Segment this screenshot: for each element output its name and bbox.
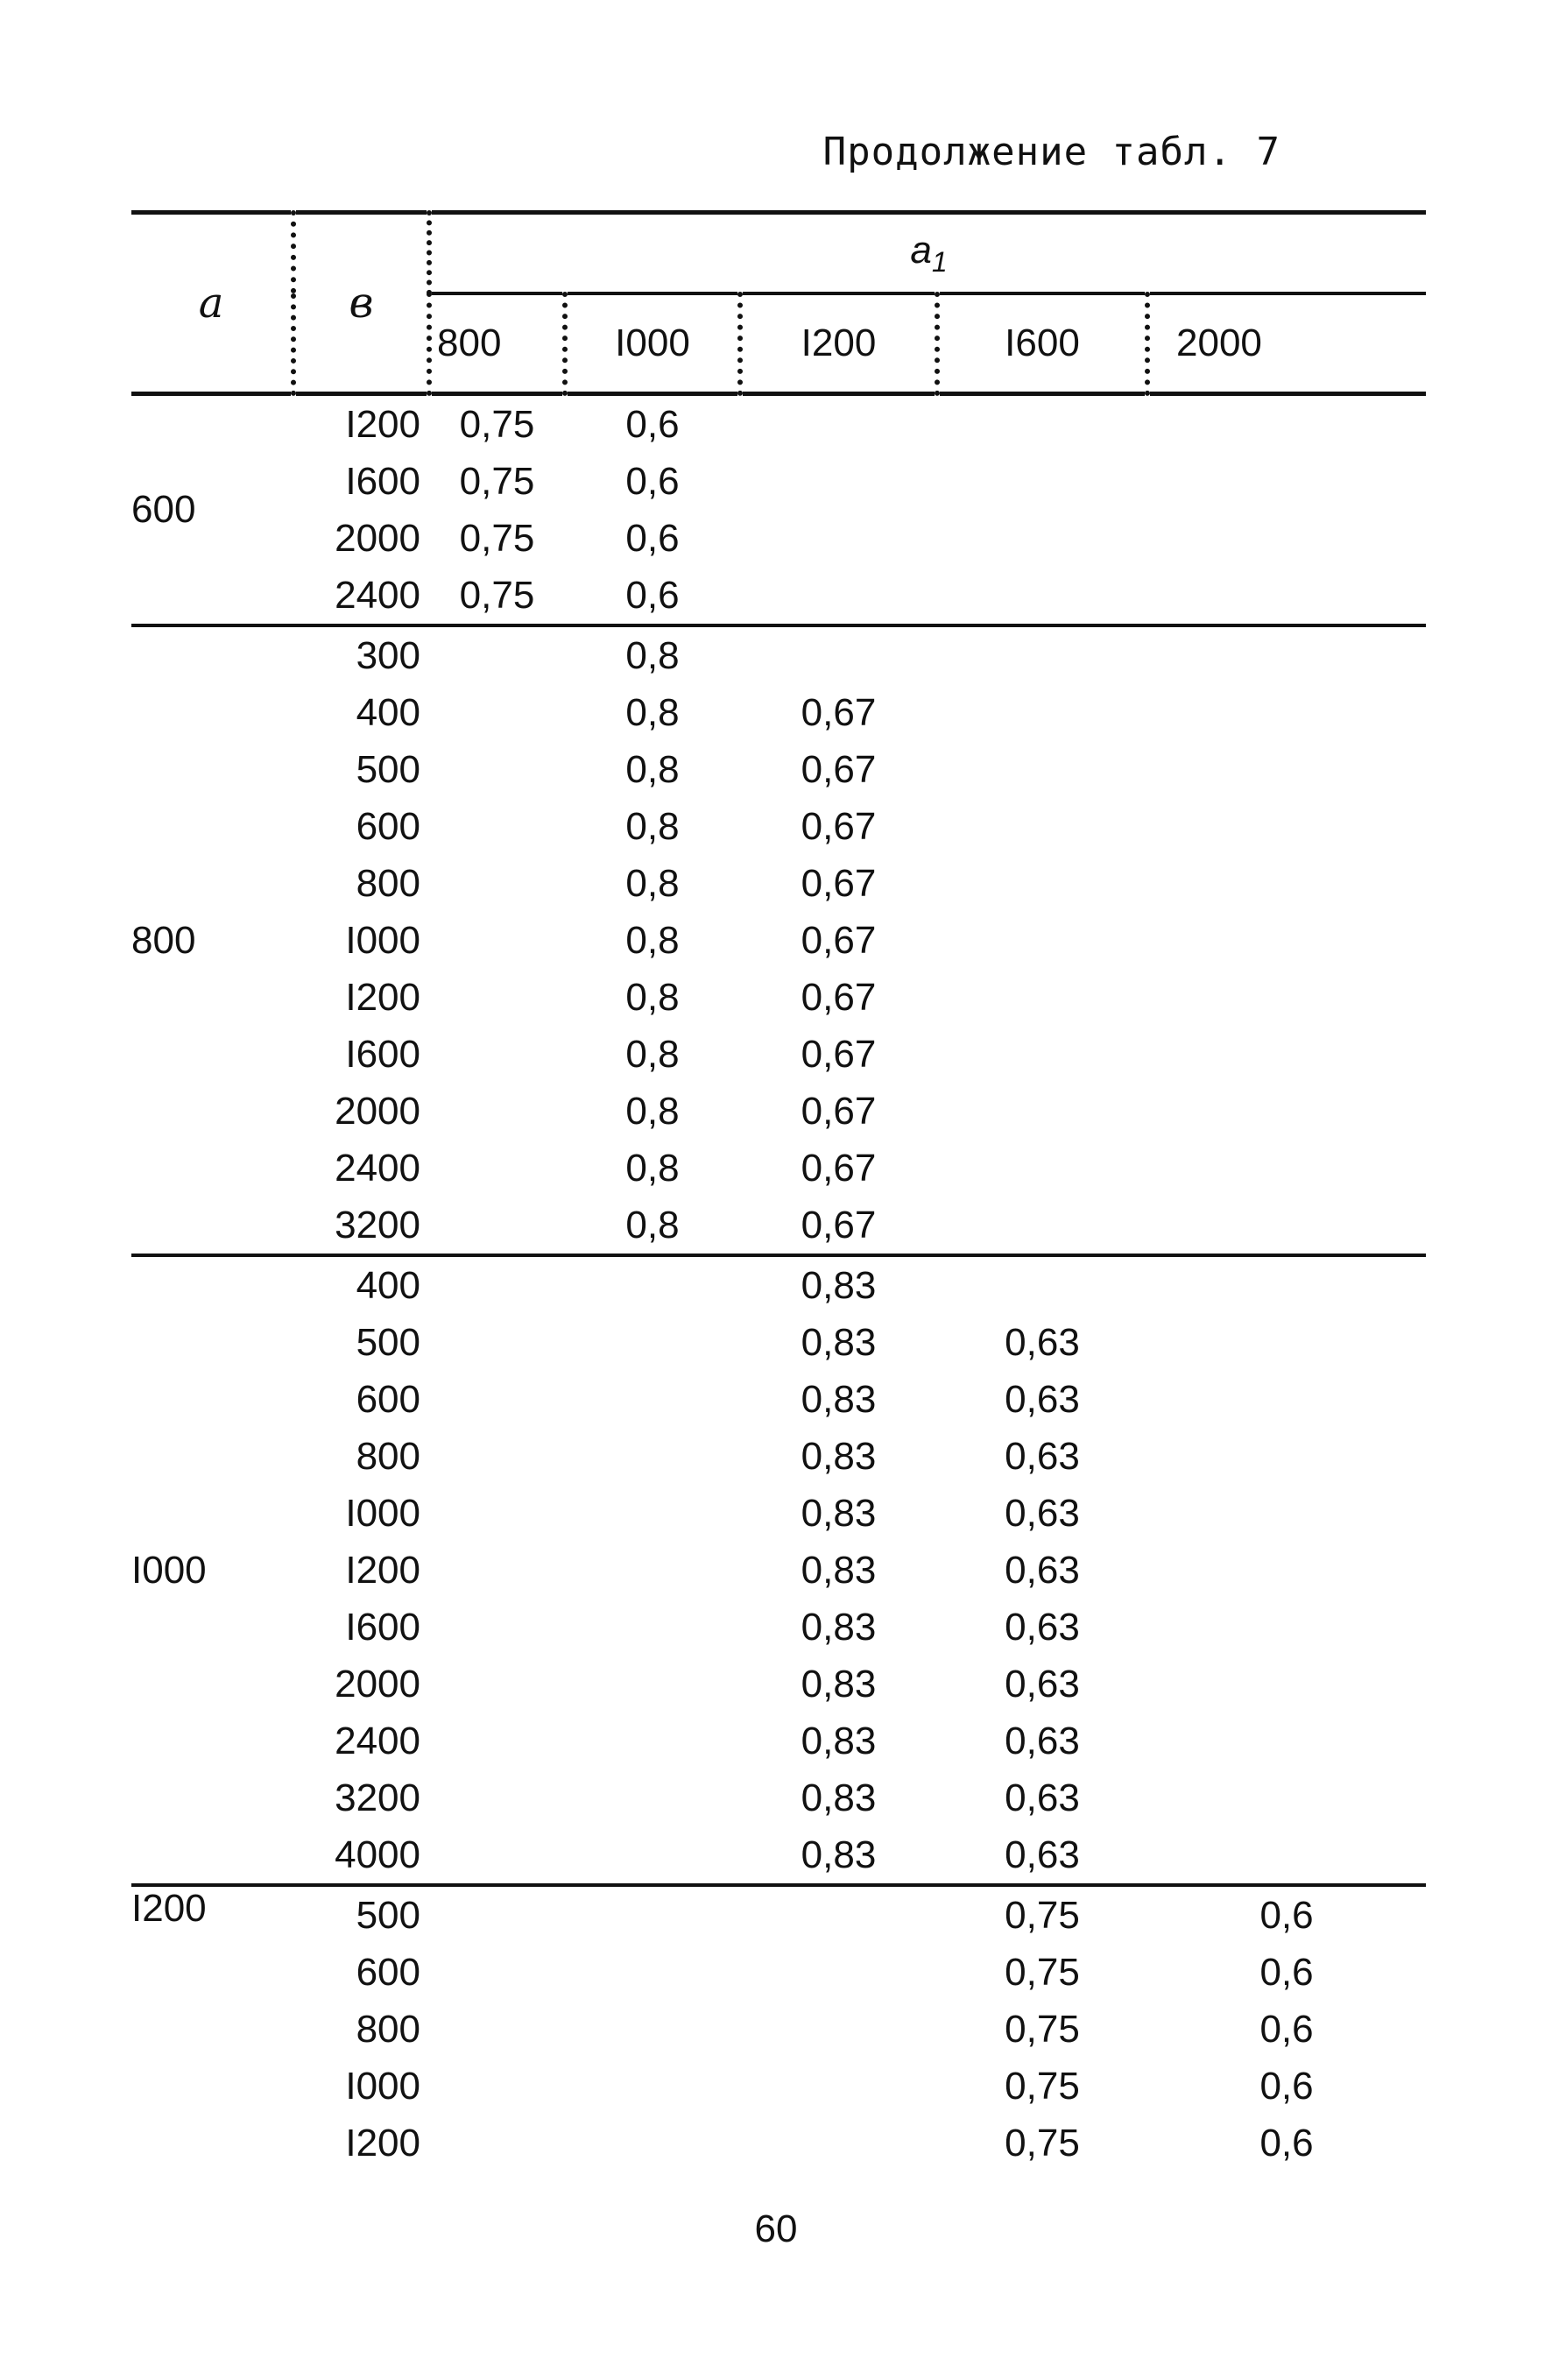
b-value: I000 — [345, 918, 420, 962]
coefficient-cell: 0,63 — [1005, 1548, 1080, 1592]
coefficient-cell: 0,8 — [625, 690, 680, 734]
coefficient-cell: 0,83 — [801, 1776, 877, 1819]
coefficient-cell: 0,67 — [801, 747, 877, 791]
b-value: 800 — [356, 861, 420, 905]
coefficient-cell — [565, 1826, 740, 1885]
coefficient-cell — [429, 2001, 565, 2058]
b-value: 4000 — [293, 1826, 429, 1885]
b-value: 2400 — [335, 1719, 420, 1762]
coefficient-cell — [429, 1944, 565, 2001]
coefficient-cell — [740, 1885, 937, 1944]
b-value: 300 — [356, 633, 420, 677]
coefficient-cell — [429, 912, 565, 969]
coefficient-cell — [1147, 1255, 1426, 1314]
coefficient-cell: 0,6 — [1259, 2121, 1314, 2165]
coefficient-cell — [937, 625, 1147, 684]
coefficient-cell: 0,75 — [1005, 2121, 1080, 2165]
b-value: I600 — [345, 1605, 420, 1649]
table-row — [131, 1314, 1426, 1371]
coefficient-cell — [740, 567, 937, 625]
coefficient-cell — [1147, 1826, 1426, 1885]
coefficient-cell — [937, 741, 1147, 798]
table-row — [131, 453, 1426, 510]
coefficient-cell — [429, 1656, 565, 1713]
coefficient-cell — [937, 394, 1147, 454]
coefficient-cell — [1147, 1428, 1426, 1485]
table-row — [131, 798, 1426, 855]
a1-col-header: 2000 — [1147, 293, 1426, 394]
coefficient-cell: 0,6 — [1259, 1893, 1314, 1937]
coefficient-cell: 0,8 — [625, 918, 680, 962]
coefficient-cell: 0,63 — [1005, 1776, 1080, 1819]
a1-col-header: I000 — [565, 293, 740, 394]
table-row — [131, 855, 1426, 912]
a1-col-header: 800 — [429, 293, 565, 394]
b-value: 3200 — [293, 1197, 429, 1255]
table-row — [131, 2001, 1426, 2058]
table-row — [131, 1371, 1426, 1428]
b-value: 2000 — [335, 516, 420, 560]
coefficient-cell — [565, 1314, 740, 1371]
coefficient-cell — [740, 394, 937, 454]
coefficient-cell: 0,8 — [625, 1032, 680, 1076]
b-value: 600 — [356, 1950, 420, 1994]
b-value: 500 — [356, 1320, 420, 1364]
coefficient-cell — [740, 1944, 937, 2001]
table-row — [131, 684, 1426, 741]
coefficient-cell: 0,8 — [625, 804, 680, 848]
coefficient-cell: 0,67 — [801, 804, 877, 848]
coefficient-cell: 0,83 — [801, 1605, 877, 1649]
table-row — [131, 1485, 1426, 1542]
table-row — [131, 567, 1426, 625]
coefficient-cell — [1147, 394, 1426, 454]
coefficient-cell — [429, 741, 565, 798]
table-row — [131, 1255, 1426, 1314]
coefficient-cell — [1147, 855, 1426, 912]
b-value: 800 — [356, 1434, 420, 1478]
b-value: 400 — [356, 690, 420, 734]
b-value: I600 — [345, 1032, 420, 1076]
coefficient-cell: 0,83 — [801, 1719, 877, 1762]
coefficient-cell — [1147, 1542, 1426, 1599]
coefficient-cell: 0,6 — [625, 459, 680, 503]
coefficient-cell: 0,75 — [1005, 2064, 1080, 2108]
coefficient-cell — [740, 453, 937, 510]
header-a-symbol: a — [198, 279, 224, 328]
coefficient-cell: 0,8 — [565, 1197, 740, 1255]
b-value: 2000 — [335, 1662, 420, 1706]
table-row — [131, 912, 1426, 969]
coefficient-cell — [1147, 1371, 1426, 1428]
coefficient-cell — [937, 798, 1147, 855]
table-row — [131, 741, 1426, 798]
b-value: 800 — [356, 2007, 420, 2051]
coefficient-cell: 0,83 — [740, 1826, 937, 1885]
coefficient-cell — [429, 2058, 565, 2115]
coefficient-cell — [565, 1885, 740, 1944]
coefficient-cell — [1147, 741, 1426, 798]
coefficient-cell — [429, 1314, 565, 1371]
table-row — [131, 1826, 1426, 1885]
coefficient-cell: 0,83 — [801, 1491, 877, 1535]
table-row — [131, 1197, 1426, 1255]
coefficient-cell — [937, 912, 1147, 969]
coefficient-cell — [565, 1769, 740, 1826]
coefficient-cell — [429, 1197, 565, 1255]
coefficient-cell — [937, 510, 1147, 567]
coefficient-cell — [565, 1944, 740, 2001]
b-value: 2400 — [293, 567, 429, 625]
b-value: I200 — [345, 975, 420, 1019]
coefficient-table — [131, 210, 1426, 2172]
coefficient-cell — [429, 1542, 565, 1599]
table-row — [131, 394, 1426, 454]
coefficient-cell — [1147, 1485, 1426, 1542]
coefficient-cell — [937, 567, 1147, 625]
coefficient-cell — [1147, 1769, 1426, 1826]
coefficient-cell: 0,67 — [801, 1089, 877, 1133]
coefficient-cell: 0,67 — [801, 1032, 877, 1076]
table-row — [131, 2058, 1426, 2115]
coefficient-cell — [429, 1083, 565, 1140]
coefficient-cell — [937, 1083, 1147, 1140]
b-value: I600 — [345, 459, 420, 503]
coefficient-cell — [1147, 625, 1426, 684]
coefficient-cell: 0,6 — [625, 516, 680, 560]
coefficient-cell — [937, 969, 1147, 1026]
coefficient-cell — [565, 2058, 740, 2115]
coefficient-cell: 0,67 — [801, 918, 877, 962]
coefficient-cell: 0,63 — [1005, 1320, 1080, 1364]
coefficient-cell — [740, 2058, 937, 2115]
coefficient-cell — [1147, 969, 1426, 1026]
b-value: I200 — [345, 402, 420, 446]
b-value: 500 — [356, 1893, 420, 1937]
coefficient-cell: 0,67 — [801, 861, 877, 905]
a-value: I000 — [131, 1255, 293, 1885]
coefficient-cell: 0,8 — [625, 633, 680, 677]
table-row — [131, 1542, 1426, 1599]
b-value: I000 — [345, 1491, 420, 1535]
coefficient-cell: 0,83 — [801, 1662, 877, 1706]
coefficient-cell — [1147, 1026, 1426, 1083]
header-b — [293, 213, 429, 394]
coefficient-cell — [429, 1826, 565, 1885]
coefficient-cell — [565, 1656, 740, 1713]
coefficient-cell: 0,8 — [625, 861, 680, 905]
header-a1 — [429, 213, 1426, 294]
b-value: I000 — [345, 2064, 420, 2108]
coefficient-cell — [429, 798, 565, 855]
coefficient-cell — [1147, 684, 1426, 741]
coefficient-cell — [429, 1485, 565, 1542]
coefficient-cell — [937, 684, 1147, 741]
table-continuation-caption: Продолжение табл. 7 — [822, 130, 1280, 174]
coefficient-cell: 0,75 — [1005, 1950, 1080, 1994]
coefficient-cell — [565, 1542, 740, 1599]
coefficient-cell — [1147, 798, 1426, 855]
coefficient-cell — [429, 1599, 565, 1656]
table-body — [131, 394, 1426, 2172]
coefficient-cell — [429, 1885, 565, 1944]
coefficient-cell — [1147, 510, 1426, 567]
table-row — [131, 1713, 1426, 1769]
coefficient-cell: 0,67 — [740, 1197, 937, 1255]
coefficient-cell: 0,67 — [801, 1146, 877, 1190]
coefficient-cell — [429, 684, 565, 741]
b-value: 400 — [356, 1263, 420, 1307]
coefficient-cell — [565, 1485, 740, 1542]
header-a1-subscript: 1 — [931, 245, 948, 278]
coefficient-cell — [429, 1428, 565, 1485]
coefficient-cell: 0,8 — [625, 1089, 680, 1133]
coefficient-cell — [740, 2001, 937, 2058]
table-row — [131, 1140, 1426, 1197]
coefficient-cell — [937, 453, 1147, 510]
table-row — [131, 1083, 1426, 1140]
coefficient-cell — [565, 2115, 740, 2172]
coefficient-cell: 0,75 — [1005, 2007, 1080, 2051]
coefficient-cell: 0,75 — [459, 402, 535, 446]
b-value: 2400 — [335, 1146, 420, 1190]
coefficient-cell: 0,8 — [625, 1146, 680, 1190]
coefficient-cell: 0,83 — [801, 1377, 877, 1421]
coefficient-cell — [565, 1255, 740, 1314]
a1-col-header: I600 — [937, 293, 1147, 394]
coefficient-cell — [429, 1371, 565, 1428]
coefficient-cell — [429, 1026, 565, 1083]
header-a — [131, 213, 293, 394]
coefficient-cell — [565, 2001, 740, 2058]
coefficient-cell — [429, 1255, 565, 1314]
coefficient-cell — [740, 2115, 937, 2172]
table-row — [131, 1656, 1426, 1713]
page-number: 60 — [754, 2207, 798, 2250]
a-value: 600 — [131, 394, 293, 626]
table-row — [131, 1026, 1426, 1083]
a-value: I200 — [131, 1887, 207, 1930]
b-value: I200 — [345, 1548, 420, 1592]
coefficient-cell: 0,83 — [801, 1320, 877, 1364]
coefficient-cell — [429, 1713, 565, 1769]
coefficient-cell — [1147, 912, 1426, 969]
coefficient-cell — [565, 1599, 740, 1656]
coefficient-cell: 0,63 — [937, 1826, 1147, 1885]
coefficient-cell: 0,63 — [1005, 1605, 1080, 1649]
coefficient-cell — [1147, 1197, 1426, 1255]
table-row — [131, 625, 1426, 684]
coefficient-cell — [429, 969, 565, 1026]
coefficient-cell: 0,63 — [1005, 1719, 1080, 1762]
table-row — [131, 1769, 1426, 1826]
coefficient-cell — [937, 1197, 1147, 1255]
coefficient-cell — [1147, 1656, 1426, 1713]
coefficient-cell: 0,8 — [625, 975, 680, 1019]
coefficient-cell — [740, 510, 937, 567]
b-value: 3200 — [335, 1776, 420, 1819]
table-header — [131, 213, 1426, 394]
coefficient-cell — [429, 855, 565, 912]
coefficient-cell — [429, 1769, 565, 1826]
coefficient-cell: 0,63 — [1005, 1377, 1080, 1421]
b-value: 500 — [356, 747, 420, 791]
coefficient-cell: 0,8 — [625, 747, 680, 791]
table-row — [131, 1885, 1426, 1944]
header-a1-symbol: a — [910, 228, 932, 272]
coefficient-cell: 0,6 — [1259, 2007, 1314, 2051]
b-value: 2000 — [335, 1089, 420, 1133]
coefficient-cell — [937, 855, 1147, 912]
coefficient-cell — [1147, 1713, 1426, 1769]
coefficient-cell — [1147, 1140, 1426, 1197]
coefficient-cell: 0,67 — [801, 690, 877, 734]
coefficient-cell: 0,6 — [1259, 1950, 1314, 1994]
coefficient-cell — [1147, 1083, 1426, 1140]
b-value: I200 — [345, 2121, 420, 2165]
coefficient-cell: 0,83 — [801, 1434, 877, 1478]
table-row — [131, 1599, 1426, 1656]
coefficient-cell — [937, 1026, 1147, 1083]
coefficient-cell — [429, 2115, 565, 2172]
table-row — [131, 969, 1426, 1026]
coefficient-cell: 0,63 — [1005, 1662, 1080, 1706]
coefficient-cell: 0,67 — [801, 975, 877, 1019]
a-value: 800 — [131, 625, 293, 1255]
table-row — [131, 1428, 1426, 1485]
b-value: 600 — [356, 1377, 420, 1421]
coefficient-cell — [565, 1713, 740, 1769]
table-row — [131, 2115, 1426, 2172]
coefficient-cell: 0,6 — [1259, 2064, 1314, 2108]
coefficient-cell — [1147, 453, 1426, 510]
coefficient-cell — [429, 625, 565, 684]
coefficient-cell: 0,75 — [429, 567, 565, 625]
coefficient-cell — [565, 1371, 740, 1428]
coefficient-cell — [1147, 567, 1426, 625]
table-row — [131, 510, 1426, 567]
coefficient-cell — [565, 1428, 740, 1485]
coefficient-cell: 0,83 — [801, 1263, 877, 1307]
header-b-symbol: в — [349, 279, 374, 328]
coefficient-cell — [429, 1140, 565, 1197]
coefficient-cell — [740, 625, 937, 684]
coefficient-cell: 0,6 — [625, 402, 680, 446]
b-value: 600 — [356, 804, 420, 848]
coefficient-cell: 0,75 — [459, 459, 535, 503]
coefficient-cell — [937, 1255, 1147, 1314]
coefficient-cell — [1147, 1599, 1426, 1656]
coefficient-cell: 0,83 — [801, 1548, 877, 1592]
coefficient-cell: 0,6 — [565, 567, 740, 625]
coefficient-cell — [1147, 1314, 1426, 1371]
a1-col-header: I200 — [740, 293, 937, 394]
coefficient-cell: 0,75 — [459, 516, 535, 560]
coefficient-cell — [937, 1140, 1147, 1197]
coefficient-cell: 0,63 — [1005, 1491, 1080, 1535]
coefficient-cell: 0,63 — [1005, 1434, 1080, 1478]
table-row — [131, 1944, 1426, 2001]
coefficient-cell: 0,75 — [1005, 1893, 1080, 1937]
